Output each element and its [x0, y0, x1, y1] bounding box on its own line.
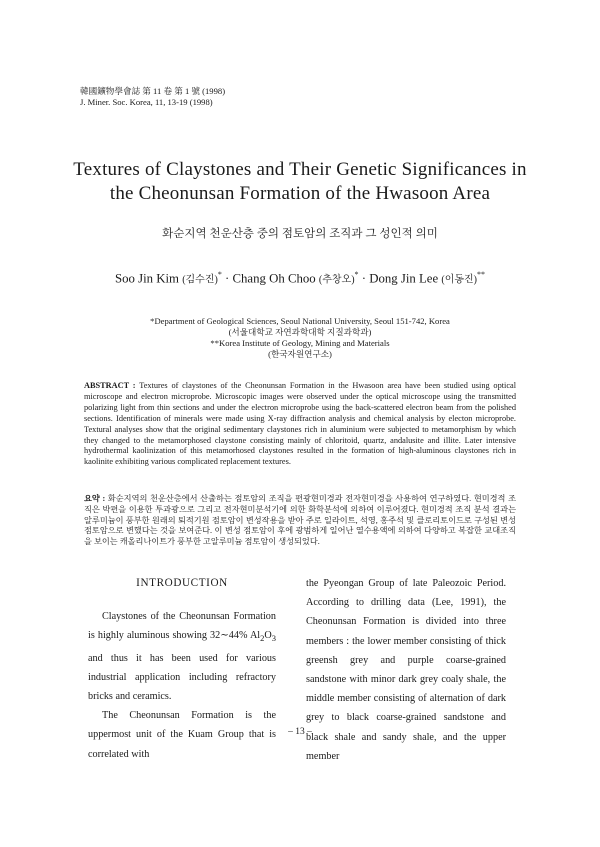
journal-header-korean: 韓國鑛物學會誌 第 11 卷 第 1 號 (1998) — [80, 86, 226, 96]
subscript: 2 — [260, 633, 265, 644]
intro-paragraph-2: The Cheonunsan Formation is the uppermost unit of the Kuam Group that is correlated with — [88, 710, 276, 760]
abstract — [84, 381, 516, 468]
journal-header — [80, 86, 225, 108]
intro-p1-text: and thus it has been used for various industrial application including refractory bricks and ceramics. — [88, 652, 276, 703]
author-affiliation-mark: ** — [477, 270, 485, 279]
affiliation-2: **Korea Institute of Geology, Mining and Materials — [210, 338, 390, 348]
author-name: Chang Oh Choo — [232, 271, 316, 286]
korean-title: 화순지역 천운산층 중의 점토암의 조직과 그 성인적 의미 — [162, 228, 438, 240]
author-separator: · — [361, 271, 366, 286]
author-name: Dong Jin Lee — [369, 271, 439, 286]
author-korean-name: (김수진) — [182, 274, 218, 286]
paper-title — [40, 158, 560, 206]
affiliations — [60, 316, 540, 360]
intro-p1-text: O — [264, 630, 272, 642]
journal-header-english: J. Miner. Soc. Korea, 11, 13-19 (1998) — [80, 97, 213, 107]
subscript: 3 — [271, 633, 276, 644]
abstract-text: Textures of claystones of the Cheonunsan Formation in the Hwasoon area have been studied using optical microscope and electron microprobe. Microscopic images were observed under the optical microscope using the transmitted polarizing light from thin sections and under the electron microprobe using the back-scattered electron beam from the polished sections. Identification of minerals were made using X-ray diffraction analysis and chemical analysis by electon microprobe. Textural analyses show that the original sedimentary claystones rich in aluminium were subjected to metamorphism by which they changed to the metamorphosed claystone consisting mainly of chloritoid, quartz, andalusite and illite. Later intensive hydrothermal kaolinization of this metamorhosed claystones resulted in the formation of high-aluminous claystones rich in kaolinite exhibiting various complicated replacement textures. — [84, 381, 516, 467]
author-separator: · — [225, 271, 230, 286]
korean-abstract-text: 화순지역의 천운산층에서 산출하는 점토암의 조직을 편광현미경과 전자현미경을 사용하여 연구하였다. 현미경적 조직은 박편을 이용한 투과광으로 그리고 전자현미분석기에 의한 화학분석에 의하여 이루어졌다. 현미경적 조직 분석 결과는 알루미늄이 풍부한 원래의 퇴적기원 점토암이 변성작용을 받아 주로 일라이트, 석영, 홍주석 및 클로리토이드로 구성된 변성점토암으로 변했다는 것을 보여준다. 이 변성 점토암이 후에 광범하게 일어난 열수용액에 의하여 다양하고 복잡한 교대조직을 보이는 캐올리나이트가 풍부한 고알루미늄 점토암이 생성되었다. — [84, 494, 517, 547]
section-heading: INTRODUCTION — [136, 577, 228, 589]
affiliation-2-korean: (한국자원연구소) — [268, 349, 332, 359]
author-list — [20, 270, 580, 286]
author-name: Soo Jin Kim — [114, 271, 179, 286]
author-korean-name: (추창오) — [318, 274, 355, 286]
intro-continuation: the Pyeongan Group of late Paleozoic Period. According to drilling data (Lee, 1991), the Cheonunsan Formation is divided into three members : the lower member consisting of thick greensh grey and purple coarse-grained sandstone with minor dark grey coaly shale, the middle member consisting of alternation of dark grey to black coarse-grained sandstone and black shale and sandy shale, and the upper member — [306, 578, 506, 762]
author-korean-name: (이동진) — [441, 274, 477, 286]
abstract-label: ABSTRACT : — [84, 381, 136, 390]
korean-abstract — [84, 494, 516, 548]
affiliation-1-korean: (서울대학교 자연과학대학 지질과학과) — [228, 327, 372, 337]
intro-p1-text: Claystones of the Cheonunsan Formation is highly aluminous showing 32∼44% Al — [88, 611, 276, 642]
author-affiliation-mark: * — [217, 270, 222, 279]
author-affiliation-mark: * — [354, 270, 359, 279]
page-number: – 13 – — [288, 727, 312, 737]
right-column — [306, 574, 506, 766]
korean-abstract-label: 요약 : — [84, 494, 106, 503]
affiliation-1: *Department of Geological Sciences, Seoul National University, Seoul 151-742, Korea — [150, 316, 450, 326]
title-line-2: the Cheonunsan Formation of the Hwasoon Area — [109, 183, 491, 204]
title-line-1: Textures of Claystones and Their Genetic Significances in — [73, 159, 527, 180]
intro-paragraph-1 — [88, 607, 276, 706]
